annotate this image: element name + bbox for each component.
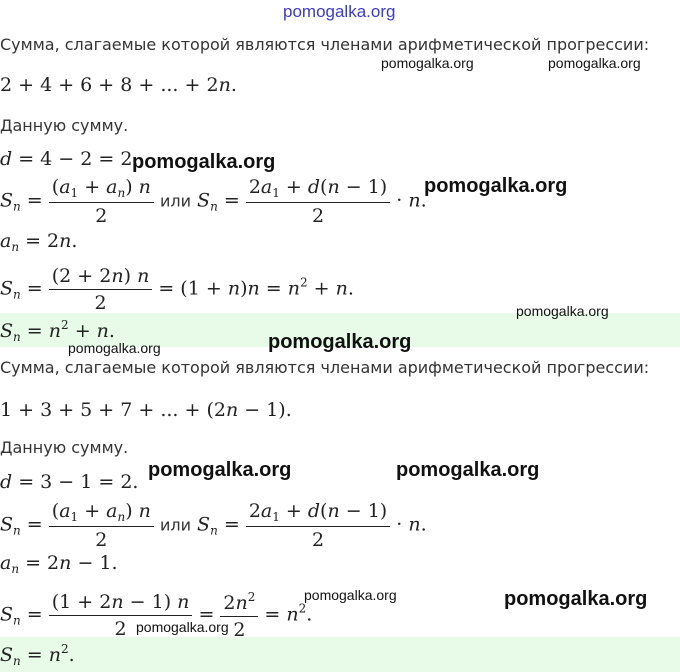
watermark: pomogalka.org bbox=[304, 587, 397, 603]
section1-or-word: или bbox=[159, 191, 191, 211]
section2-sum-calc: $S_n$ = $\frac{(1 + 2n - 1) n}{2}$ = $\frac{2n^2}{2}$ = $n^2$. bbox=[0, 590, 313, 641]
watermark: pomogalka.org bbox=[148, 459, 292, 481]
section1-find: Данную сумму. bbox=[0, 116, 129, 135]
watermark: pomogalka.org bbox=[424, 175, 568, 197]
watermark: pomogalka.org bbox=[68, 340, 161, 356]
section2-sum-formula: $S_n$ = $\frac{(a_1 + a_n) n}{2}$ или $S_n$ = $\frac{2a_1 + d(n - 1)}{2}$ · n. bbox=[0, 500, 427, 551]
section1-d-formula: d = 4 − 2 = 2. bbox=[0, 148, 139, 170]
section1-sum-calc: $S_n$ = $\frac{(2 + 2n) n}{2}$ = $(1 + n)n = n^2 + n$. bbox=[0, 265, 354, 314]
section1-sum-formula: $S_n$ = $\frac{(a_1 + a_n) n}{2}$ или $S_n$ = $\frac{2a_1 + d(n - 1)}{2}$ · n. bbox=[0, 176, 427, 227]
watermark: pomogalka.org bbox=[381, 55, 474, 71]
watermark: pomogalka.org bbox=[516, 303, 609, 319]
section2-or-word: или bbox=[159, 515, 191, 535]
watermark: pomogalka.org bbox=[136, 619, 229, 635]
section2-find: Данную сумму. bbox=[0, 438, 129, 457]
answer-highlight-2 bbox=[0, 637, 680, 672]
section1-an-formula: $a_n = 2n$. bbox=[0, 230, 78, 254]
watermark: pomogalka.org bbox=[504, 588, 648, 610]
watermark: pomogalka.org bbox=[548, 55, 641, 71]
section2-an-formula: $a_n = 2n - 1$. bbox=[0, 552, 118, 576]
section2-d-formula: d = 3 − 1 = 2. bbox=[0, 471, 139, 493]
section2-intro: Сумма, слагаемые которой являются членами арифметической прогрессии: bbox=[0, 358, 650, 377]
watermark: pomogalka.org bbox=[132, 151, 276, 173]
section1-intro: Сумма, слагаемые которой являются членами арифметической прогрессии: bbox=[0, 35, 650, 54]
watermark: pomogalka.org bbox=[268, 331, 412, 353]
section1-result: $S_n = n^2 + n$. bbox=[0, 318, 115, 344]
section2-series: 1 + 3 + 5 + 7 + ... + (2n − 1). bbox=[0, 399, 292, 421]
watermark: pomogalka.org bbox=[396, 459, 540, 481]
watermark-top: pomogalka.org bbox=[283, 2, 396, 21]
section1-series: 2 + 4 + 6 + 8 + ... + 2n. bbox=[0, 74, 237, 96]
section2-result: $S_n = n^2$. bbox=[0, 642, 75, 668]
